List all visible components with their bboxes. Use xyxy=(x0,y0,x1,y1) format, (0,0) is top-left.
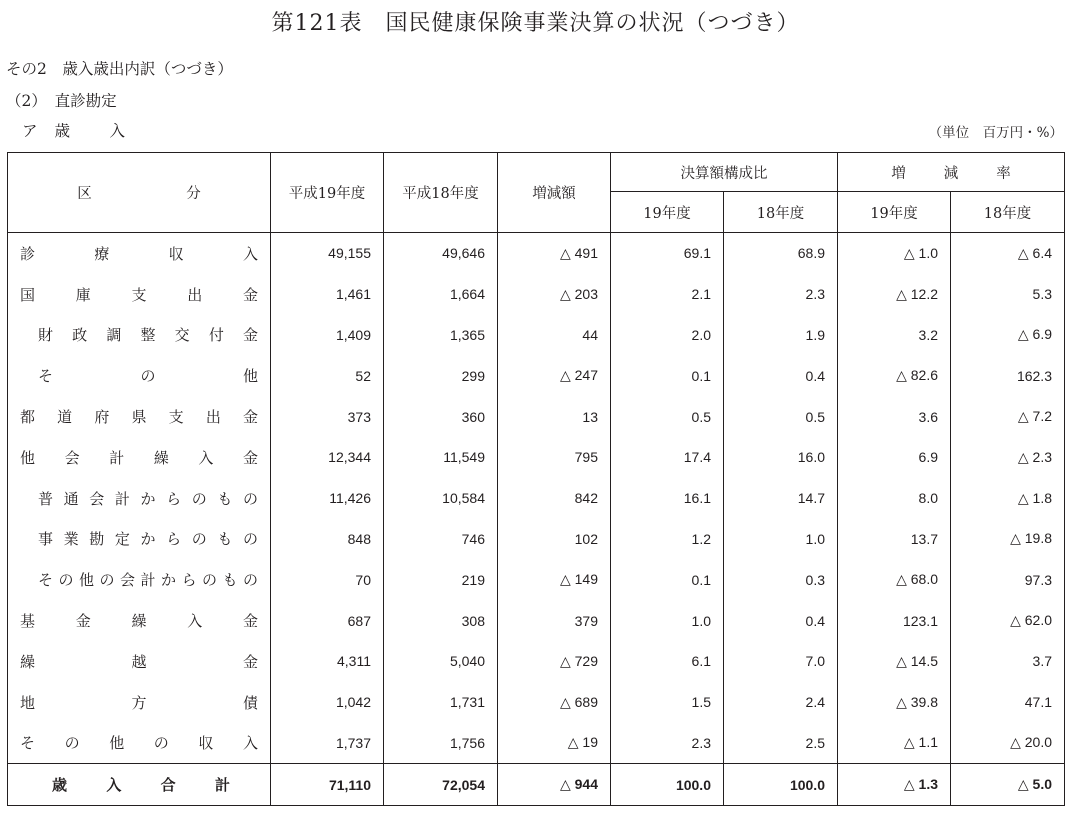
table-row xyxy=(8,559,1065,600)
cell-ratio-18: 14.7 xyxy=(724,478,838,519)
revenue-heading-mark: ア xyxy=(22,122,50,140)
row-label: 地方債 xyxy=(8,682,271,723)
cell-diff: △ 491 xyxy=(498,233,611,274)
header-fy19: 平成19年度 xyxy=(271,153,384,233)
cell-rate-18: 47.1 xyxy=(951,682,1065,723)
cell-ratio-18: 0.3 xyxy=(724,559,838,600)
cell-rate-19: 123.1 xyxy=(838,600,951,641)
table-row xyxy=(8,437,1065,478)
section-subtitle: その2 歳入歳出内訳（つづき） xyxy=(6,60,233,78)
header-ratio-19: 19年度 xyxy=(611,192,724,233)
cell-diff: △ 689 xyxy=(498,682,611,723)
row-label: 財政調整交付金 xyxy=(8,315,271,356)
cell-fy18: 1,365 xyxy=(384,315,498,356)
row-label: 診療収入 xyxy=(8,233,271,274)
cell-rate-18: △ 19.8 xyxy=(951,519,1065,560)
table-row xyxy=(8,641,1065,682)
row-label: 都道府県支出金 xyxy=(8,396,271,437)
cell-rate-19: △ 68.0 xyxy=(838,559,951,600)
cell-ratio-19: 2.1 xyxy=(611,274,724,315)
cell-ratio-19: 1.5 xyxy=(611,682,724,723)
row-label: 基金繰入金 xyxy=(8,600,271,641)
header-change-rate: 増減率 xyxy=(838,153,1065,192)
cell-fy19: 4,311 xyxy=(271,641,384,682)
table-row xyxy=(8,600,1065,641)
table-row xyxy=(8,315,1065,356)
cell-ratio-18: 7.0 xyxy=(724,641,838,682)
cell-fy18: 1,731 xyxy=(384,682,498,723)
cell-ratio-18: 2.4 xyxy=(724,682,838,723)
cell-rate-19: 13.7 xyxy=(838,519,951,560)
cell-fy19: 12,344 xyxy=(271,437,384,478)
cell-rate-19: △ 1.0 xyxy=(838,233,951,274)
row-label: 事業勘定からのもの xyxy=(8,519,271,560)
cell-diff: △ 944 xyxy=(498,764,611,806)
cell-fy19: 11,426 xyxy=(271,478,384,519)
cell-diff: 379 xyxy=(498,600,611,641)
cell-ratio-18: 0.5 xyxy=(724,396,838,437)
cell-rate-18: △ 7.2 xyxy=(951,396,1065,437)
cell-diff: △ 729 xyxy=(498,641,611,682)
cell-fy19: 1,737 xyxy=(271,723,384,764)
unit-note: （単位 百万円・%） xyxy=(928,125,1063,141)
cell-rate-18: 97.3 xyxy=(951,559,1065,600)
cell-rate-18: △ 2.3 xyxy=(951,437,1065,478)
cell-ratio-18: 2.5 xyxy=(724,723,838,764)
subsection-subtitle: （2） 直診勘定 xyxy=(6,92,117,110)
cell-fy18: 5,040 xyxy=(384,641,498,682)
cell-ratio-19: 1.2 xyxy=(611,519,724,560)
cell-fy19: 1,042 xyxy=(271,682,384,723)
cell-ratio-19: 69.1 xyxy=(611,233,724,274)
cell-fy19: 1,461 xyxy=(271,274,384,315)
header-difference: 増減額 xyxy=(498,153,611,233)
cell-fy19: 373 xyxy=(271,396,384,437)
header-ratio-18: 18年度 xyxy=(724,192,838,233)
table-row xyxy=(8,274,1065,315)
header-composition-ratio: 決算額構成比 xyxy=(611,153,838,192)
cell-fy18: 746 xyxy=(384,519,498,560)
cell-ratio-18: 2.3 xyxy=(724,274,838,315)
cell-rate-19: 3.6 xyxy=(838,396,951,437)
cell-rate-19: △ 82.6 xyxy=(838,355,951,396)
revenue-heading-label: 歳 入 xyxy=(54,122,137,140)
cell-diff: 44 xyxy=(498,315,611,356)
cell-ratio-18: 0.4 xyxy=(724,600,838,641)
cell-fy19: 49,155 xyxy=(271,233,384,274)
cell-ratio-18: 16.0 xyxy=(724,437,838,478)
cell-rate-18: △ 20.0 xyxy=(951,723,1065,764)
cell-diff: △ 247 xyxy=(498,355,611,396)
cell-ratio-19: 100.0 xyxy=(611,764,724,806)
cell-ratio-18: 100.0 xyxy=(724,764,838,806)
cell-rate-19: 3.2 xyxy=(838,315,951,356)
table-row xyxy=(8,723,1065,764)
cell-rate-19: △ 12.2 xyxy=(838,274,951,315)
cell-fy19: 687 xyxy=(271,600,384,641)
row-label: その他の収入 xyxy=(8,723,271,764)
header-fy18: 平成18年度 xyxy=(384,153,498,233)
cell-ratio-18: 1.9 xyxy=(724,315,838,356)
cell-diff: △ 203 xyxy=(498,274,611,315)
row-label: 繰越金 xyxy=(8,641,271,682)
table-row xyxy=(8,355,1065,396)
total-label: 歳入合計 xyxy=(8,764,271,806)
cell-rate-18: 162.3 xyxy=(951,355,1065,396)
table-row xyxy=(8,478,1065,519)
cell-fy18: 308 xyxy=(384,600,498,641)
table-row xyxy=(8,682,1065,723)
cell-fy18: 49,646 xyxy=(384,233,498,274)
cell-fy19: 1,409 xyxy=(271,315,384,356)
table-row xyxy=(8,396,1065,437)
revenue-heading xyxy=(22,119,137,141)
cell-rate-19: △ 39.8 xyxy=(838,682,951,723)
cell-diff: 13 xyxy=(498,396,611,437)
cell-ratio-18: 68.9 xyxy=(724,233,838,274)
row-label: 普通会計からのもの xyxy=(8,478,271,519)
cell-diff: 795 xyxy=(498,437,611,478)
revenue-table xyxy=(7,152,1065,806)
cell-rate-19: △ 1.3 xyxy=(838,764,951,806)
cell-ratio-19: 0.1 xyxy=(611,559,724,600)
cell-ratio-18: 0.4 xyxy=(724,355,838,396)
cell-diff: △ 19 xyxy=(498,723,611,764)
cell-ratio-19: 16.1 xyxy=(611,478,724,519)
total-row xyxy=(8,764,1065,806)
cell-fy18: 360 xyxy=(384,396,498,437)
cell-rate-19: 6.9 xyxy=(838,437,951,478)
cell-rate-18: △ 62.0 xyxy=(951,600,1065,641)
cell-rate-18: 5.3 xyxy=(951,274,1065,315)
cell-ratio-19: 1.0 xyxy=(611,600,724,641)
cell-diff: 102 xyxy=(498,519,611,560)
table-row xyxy=(8,519,1065,560)
cell-ratio-19: 17.4 xyxy=(611,437,724,478)
table-row xyxy=(8,233,1065,274)
cell-diff: △ 149 xyxy=(498,559,611,600)
cell-fy18: 1,664 xyxy=(384,274,498,315)
row-label: その他 xyxy=(8,355,271,396)
cell-ratio-19: 6.1 xyxy=(611,641,724,682)
cell-fy18: 10,584 xyxy=(384,478,498,519)
row-label: その他の会計からのもの xyxy=(8,559,271,600)
cell-rate-19: △ 14.5 xyxy=(838,641,951,682)
cell-fy19: 70 xyxy=(271,559,384,600)
header-rate-19: 19年度 xyxy=(838,192,951,233)
cell-fy18: 11,549 xyxy=(384,437,498,478)
row-label: 国庫支出金 xyxy=(8,274,271,315)
table-title: 第121表 国民健康保険事業決算の状況（つづき） xyxy=(271,11,800,36)
cell-fy19: 52 xyxy=(271,355,384,396)
cell-rate-18: △ 6.9 xyxy=(951,315,1065,356)
cell-rate-18: △ 1.8 xyxy=(951,478,1065,519)
cell-fy18: 299 xyxy=(384,355,498,396)
cell-rate-18: △ 6.4 xyxy=(951,233,1065,274)
cell-ratio-19: 0.1 xyxy=(611,355,724,396)
cell-fy18: 1,756 xyxy=(384,723,498,764)
cell-ratio-19: 2.0 xyxy=(611,315,724,356)
cell-ratio-19: 0.5 xyxy=(611,396,724,437)
cell-ratio-19: 2.3 xyxy=(611,723,724,764)
header-category: 区 分 xyxy=(8,153,271,233)
cell-fy18: 219 xyxy=(384,559,498,600)
cell-fy19: 71,110 xyxy=(271,764,384,806)
cell-fy19: 848 xyxy=(271,519,384,560)
row-label: 他会計繰入金 xyxy=(8,437,271,478)
cell-fy18: 72,054 xyxy=(384,764,498,806)
header-rate-18: 18年度 xyxy=(951,192,1065,233)
cell-rate-19: △ 1.1 xyxy=(838,723,951,764)
cell-rate-18: △ 5.0 xyxy=(951,764,1065,806)
cell-rate-18: 3.7 xyxy=(951,641,1065,682)
cell-ratio-18: 1.0 xyxy=(724,519,838,560)
cell-rate-19: 8.0 xyxy=(838,478,951,519)
cell-diff: 842 xyxy=(498,478,611,519)
